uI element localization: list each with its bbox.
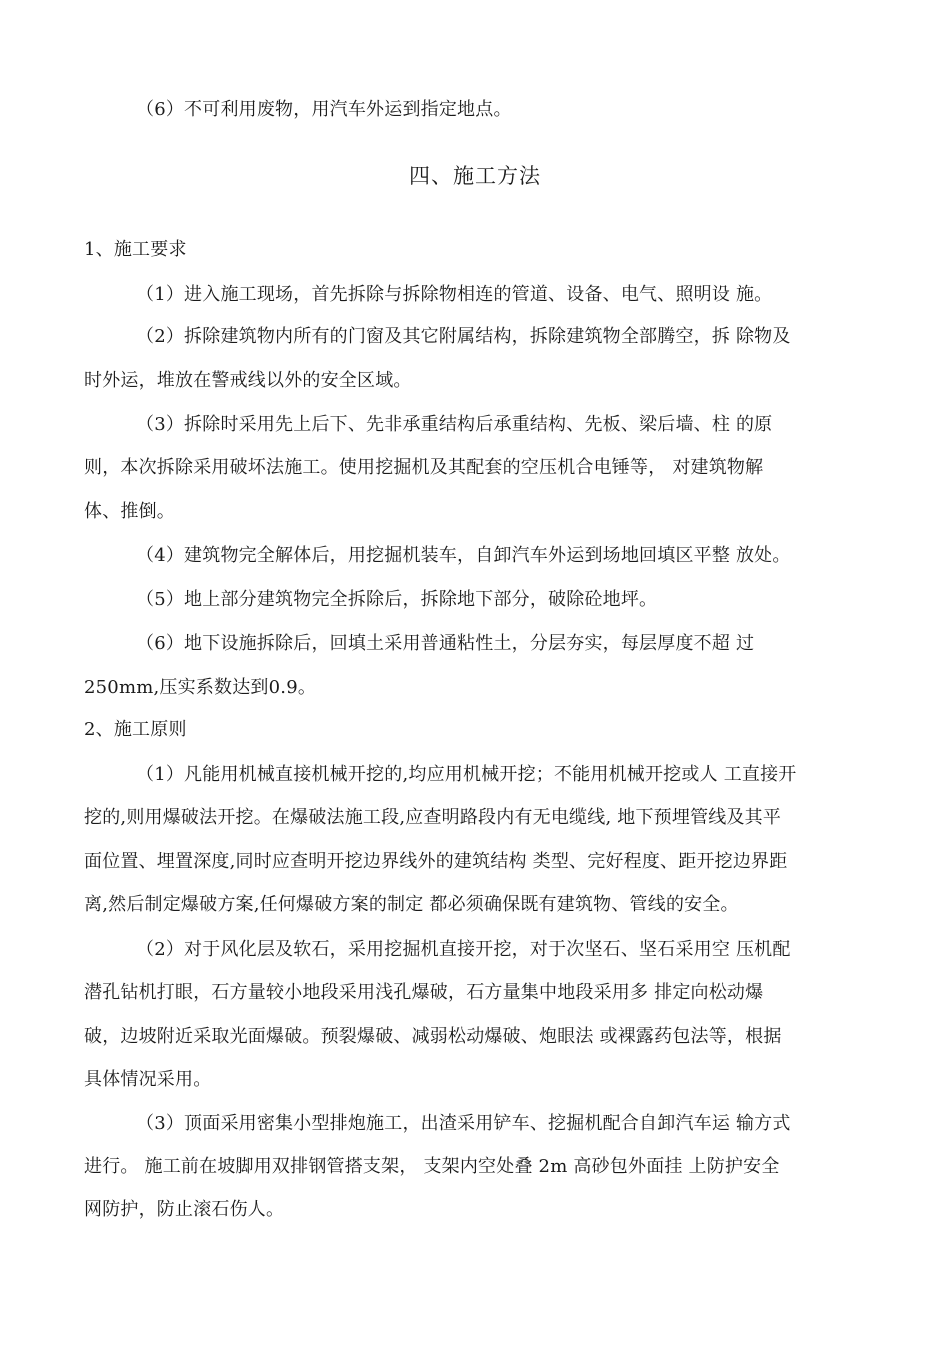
part2-line: 潜孔钻机打眼，石方量较小地段采用浅孔爆破，石方量集中地段采用多 排定向松动爆	[84, 982, 764, 1003]
part1-line: 则，本次拆除采用破坏法施工。使用挖掘机及其配套的空压机合电锤等， 对建筑物解	[84, 457, 764, 478]
part1-line: 体、推倒。	[84, 501, 175, 522]
part1-line: 时外运，堆放在警戒线以外的安全区域。	[84, 370, 412, 391]
part1-line: 250mm,压实系数达到0.9。	[84, 677, 317, 698]
part2-line: （2）对于风化层及软石，采用挖掘机直接开挖，对于次坚石、坚石采用空 压机配	[136, 939, 791, 960]
part2-line: 网防护，防止滚石伤人。	[84, 1199, 285, 1220]
part2-line: 具体情况采用。	[84, 1069, 212, 1090]
intro-line: （6）不可利用废物，用汽车外运到指定地点。	[136, 99, 512, 120]
part1-line: （1）进入施工现场，首先拆除与拆除物相连的管道、设备、电气、照明设 施。	[136, 284, 773, 305]
part2-line: （3）顶面采用密集小型排炮施工，出渣采用铲车、挖掘机配合自卸汽车运 输方式	[136, 1113, 791, 1134]
part2-line: 挖的,则用爆破法开挖。在爆破法施工段,应查明路段内有无电缆线, 地下预埋管线及其平	[84, 807, 782, 828]
part1-line: （3）拆除时采用先上后下、先非承重结构后承重结构、先板、梁后墙、柱 的原	[136, 414, 773, 435]
part1-line: （4）建筑物完全解体后，用挖掘机装车，自卸汽车外运到场地回填区平整 放处。	[136, 545, 791, 566]
part2-line: （1）凡能用机械直接机械开挖的,均应用机械开挖；不能用机械开挖或人 工直接开	[136, 764, 797, 785]
part2-line: 进行。 施工前在坡脚用双排钢管搭支架， 支架内空处叠 2m 高砂包外面挂 上防护安全	[84, 1156, 780, 1177]
part1-line: （5）地上部分建筑物完全拆除后，拆除地下部分，破除砼地坪。	[136, 589, 658, 610]
part1-line: （2）拆除建筑物内所有的门窗及其它附属结构，拆除建筑物全部腾空，拆 除物及	[136, 326, 791, 347]
section-title: 四、施工方法	[409, 164, 541, 188]
part2-line: 离,然后制定爆破方案,任何爆破方案的制定 都必须确保既有建筑物、管线的安全。	[84, 894, 739, 915]
part1-line: （6）地下设施拆除后，回填土采用普通粘性土，分层夯实，每层厚度不超 过	[136, 633, 755, 654]
part2-line: 面位置、埋置深度,同时应查明开挖边界线外的建筑结构 类型、完好程度、距开挖边界距	[84, 851, 788, 872]
part2-heading: 2、施工原则	[84, 719, 187, 740]
part2-line: 破，边坡附近采取光面爆破。预裂爆破、减弱松动爆破、炮眼法 或裸露药包法等，根据	[84, 1026, 782, 1047]
part1-heading: 1、施工要求	[84, 239, 187, 260]
